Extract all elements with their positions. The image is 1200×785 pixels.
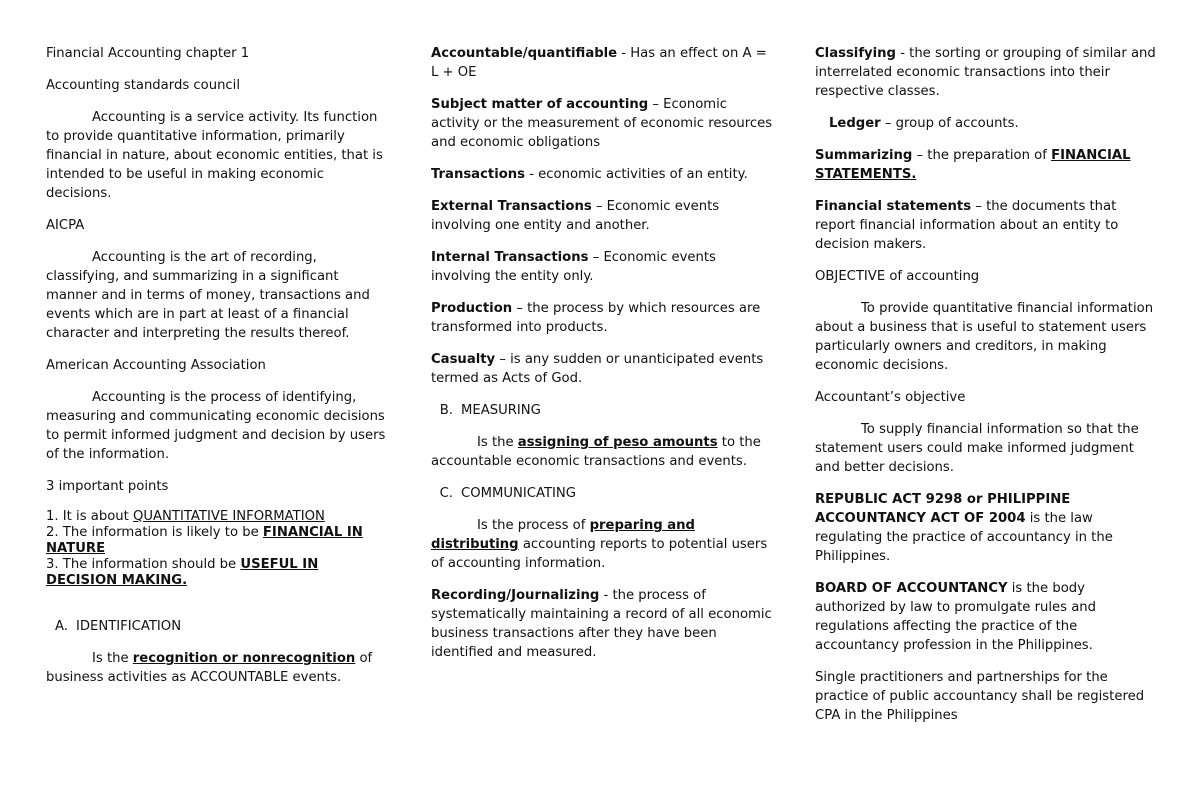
asc-definition: Accounting is a service activity. Its function to provide quantitative information, primarily financial in nature, about economic entities, that is intended to be useful in making economic decisions. bbox=[46, 110, 383, 201]
measuring-heading bbox=[431, 401, 773, 420]
accountable-entry bbox=[431, 44, 773, 82]
point-2 bbox=[46, 525, 388, 557]
objective-heading: OBJECTIVE of accounting bbox=[815, 269, 980, 284]
ledger-term: Ledger bbox=[829, 116, 881, 131]
point-2-text: 2. The information is likely to be bbox=[46, 525, 263, 540]
communicating-letter: C. bbox=[439, 486, 453, 501]
ledger-entry bbox=[815, 114, 1157, 133]
recording-def: - the process of systematically maintaining a record of all economic business transactions after they have been identified and measured. bbox=[431, 588, 772, 660]
republic-act-def: is the law regulating the practice of accountancy in the Philippines. bbox=[815, 511, 1113, 564]
point-2-emphasis: FINANCIAL IN NATURE bbox=[46, 525, 363, 556]
internal-transactions-term: Internal Transactions bbox=[431, 250, 589, 265]
point-3-text: 3. The information should be bbox=[46, 557, 241, 572]
point-1-emphasis: QUANTITATIVE INFORMATION bbox=[133, 509, 325, 524]
casualty-def: – is any sudden or unanticipated events termed as Acts of God. bbox=[431, 352, 764, 386]
measuring-letter: B. bbox=[439, 403, 453, 418]
financial-statements-entry bbox=[815, 197, 1157, 254]
accountable-term: Accountable/quantifiable bbox=[431, 46, 618, 61]
identification-def-pre: Is the bbox=[92, 651, 133, 666]
subject-matter-term: Subject matter of accounting bbox=[431, 97, 649, 112]
accountable-def: - Has an effect on A = L + OE bbox=[431, 46, 767, 80]
summarizing-def: – the preparation of bbox=[912, 148, 1052, 163]
objective-definition: To provide quantitative financial information about a business that is useful to statement users particularly owners and creditors, in making economic decisions. bbox=[815, 301, 1154, 373]
board-of-accountancy-def: is the body authorized by law to promulgate rules and regulations affecting the practice of the accountancy profession in the Philippines. bbox=[815, 581, 1097, 653]
republic-act-term: REPUBLIC ACT 9298 or PHILIPPINE ACCOUNTANCY ACT OF 2004 bbox=[815, 492, 1071, 526]
aaa-heading: American Accounting Association bbox=[46, 358, 266, 373]
aicpa-heading: AICPA bbox=[46, 218, 85, 233]
identification-title: IDENTIFICATION bbox=[76, 619, 182, 634]
casualty-term: Casualty bbox=[431, 352, 496, 367]
document-title: Financial Accounting chapter 1 bbox=[46, 46, 250, 61]
external-transactions-def: – Economic events involving one entity and another. bbox=[431, 199, 720, 233]
recording-entry bbox=[431, 586, 773, 662]
measuring-def-post: to the accountable economic transactions and events. bbox=[431, 435, 761, 469]
measuring-definition bbox=[431, 433, 773, 471]
point-3 bbox=[46, 557, 388, 589]
communicating-def-post: accounting reports to potential users of accounting information. bbox=[431, 537, 768, 571]
column-3 bbox=[815, 44, 1157, 738]
accountant-objective-heading: Accountant’s objective bbox=[815, 390, 966, 405]
transactions-entry bbox=[431, 165, 773, 184]
asc-heading: Accounting standards council bbox=[46, 78, 241, 93]
transactions-term: Transactions bbox=[431, 167, 526, 182]
classifying-entry bbox=[815, 44, 1157, 101]
communicating-def-pre: Is the process of bbox=[477, 518, 590, 533]
measuring-title: MEASURING bbox=[461, 403, 541, 418]
point-3-emphasis: USEFUL IN DECISION MAKING. bbox=[46, 557, 319, 588]
production-term: Production bbox=[431, 301, 513, 316]
aicpa-definition: Accounting is the art of recording, classifying, and summarizing in a significant manner and in terms of money, transactions and events which are in part at least of a financial character and interpreting the results thereof. bbox=[46, 250, 370, 341]
summarizing-emphasis: FINANCIAL STATEMENTS. bbox=[815, 148, 1131, 182]
internal-transactions-def: – Economic events involving the entity only. bbox=[431, 250, 716, 284]
column-2 bbox=[431, 44, 773, 675]
single-practitioners-note: Single practitioners and partnerships for the practice of public accountancy shall be registered CPA in the Philippines bbox=[815, 670, 1145, 723]
identification-heading bbox=[46, 617, 388, 636]
summarizing-term: Summarizing bbox=[815, 148, 913, 163]
classifying-term: Classifying bbox=[815, 46, 896, 61]
identification-definition bbox=[46, 649, 388, 687]
casualty-entry bbox=[431, 350, 773, 388]
recording-term: Recording/Journalizing bbox=[431, 588, 600, 603]
column-1 bbox=[46, 44, 388, 700]
external-transactions-term: External Transactions bbox=[431, 199, 592, 214]
financial-statements-def: – the documents that report financial information about an entity to decision makers. bbox=[815, 199, 1119, 252]
aaa-definition: Accounting is the process of identifying, measuring and communicating economic decisions to permit informed judgment and decision by users of the information. bbox=[46, 390, 386, 462]
production-entry bbox=[431, 299, 773, 337]
accountant-objective-definition: To supply financial information so that the statement users could make informed judgment and better decisions. bbox=[815, 422, 1139, 475]
communicating-title: COMMUNICATING bbox=[461, 486, 576, 501]
subject-matter-def: – Economic activity or the measurement of economic resources and economic obligations bbox=[431, 97, 773, 150]
transactions-def: - economic activities of an entity. bbox=[525, 167, 748, 182]
communicating-def-emphasis: preparing and distributing bbox=[431, 518, 695, 552]
identification-letter: A. bbox=[55, 619, 68, 634]
board-of-accountancy-term: BOARD OF ACCOUNTANCY bbox=[815, 581, 1008, 596]
production-def: – the process by which resources are transformed into products. bbox=[431, 301, 761, 335]
ledger-def: – group of accounts. bbox=[880, 116, 1019, 131]
measuring-def-pre: Is the bbox=[477, 435, 518, 450]
measuring-def-emphasis: assigning of peso amounts bbox=[517, 435, 718, 450]
points-heading: 3 important points bbox=[46, 479, 169, 494]
communicating-heading bbox=[431, 484, 773, 503]
identification-def-emphasis: recognition or nonrecognition bbox=[132, 651, 356, 666]
internal-transactions-entry bbox=[431, 248, 773, 286]
summarizing-entry bbox=[815, 146, 1157, 184]
point-1-text: 1. It is about bbox=[46, 509, 133, 524]
external-transactions-entry bbox=[431, 197, 773, 235]
communicating-definition bbox=[431, 516, 773, 573]
subject-matter-entry bbox=[431, 95, 773, 152]
financial-statements-term: Financial statements bbox=[815, 199, 972, 214]
board-of-accountancy-entry bbox=[815, 579, 1157, 655]
classifying-def: - the sorting or grouping of similar and interrelated economic transactions into their respective classes. bbox=[815, 46, 1156, 99]
point-1 bbox=[46, 509, 388, 525]
identification-def-post: of business activities as ACCOUNTABLE events. bbox=[46, 651, 373, 685]
important-points-list bbox=[46, 509, 388, 589]
republic-act-entry bbox=[815, 490, 1157, 566]
